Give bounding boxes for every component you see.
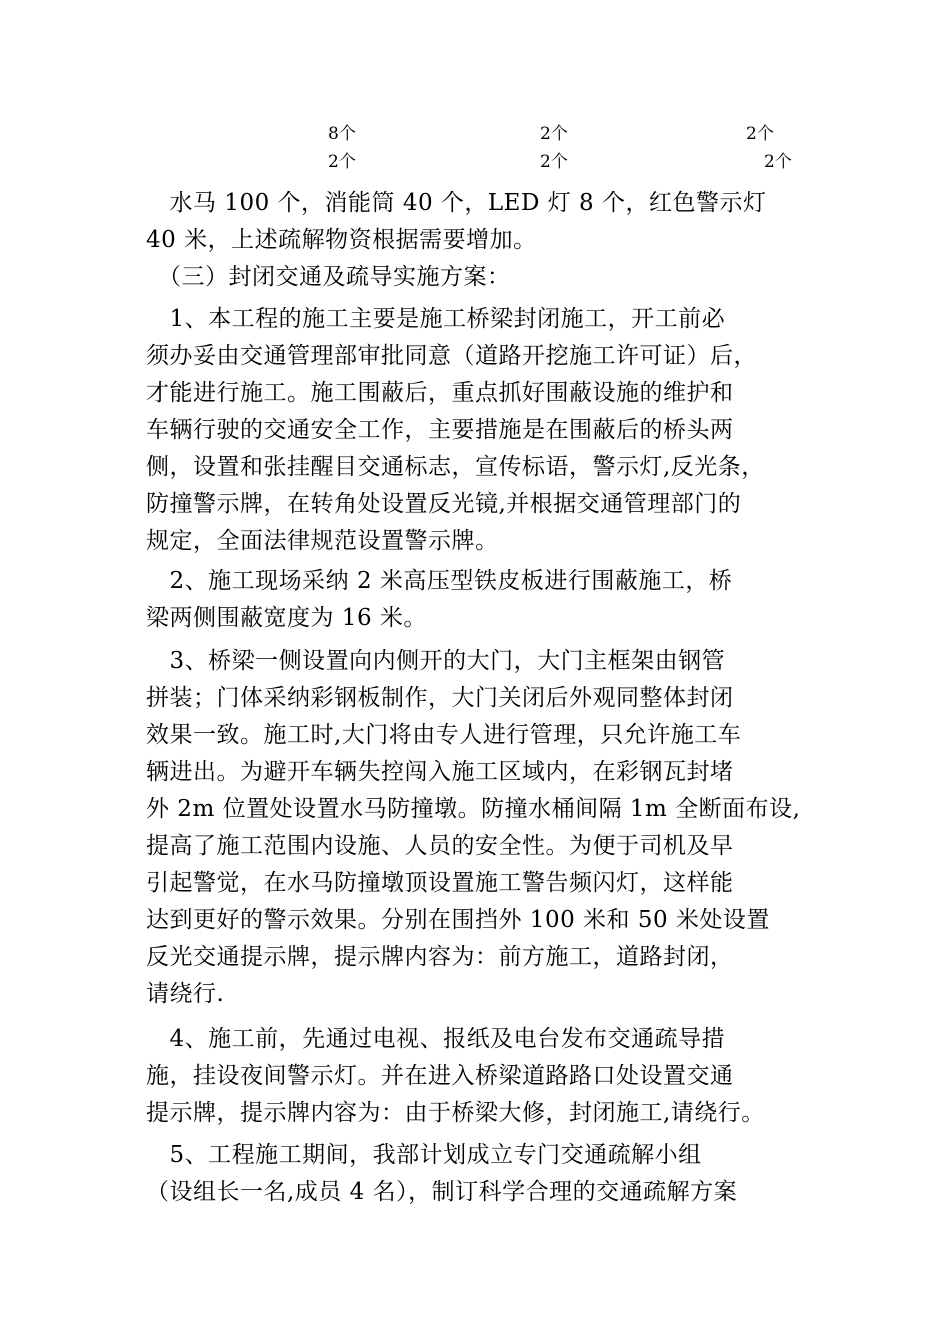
- text-line: 梁两侧围蔽宽度为 16 米。: [146, 605, 427, 631]
- text-line: 提示牌，提示牌内容为：由于桥梁大修，封闭施工,请绕行。: [146, 1100, 765, 1126]
- text-line: 效果一致。施工时,大门将由专人进行管理，只允许施工车: [146, 722, 742, 748]
- table-cell: 2个: [540, 152, 568, 172]
- table-cell: 2个: [328, 152, 356, 172]
- text-line: 3、桥梁一侧设置向内侧开的大门，大门主框架由钢管: [146, 648, 726, 674]
- text-line: （设组长一名,成员 4 名），制订科学合理的交通疏解方案: [146, 1179, 738, 1205]
- text-line: 外 2m 位置处设置水马防撞墩。防撞水桶间隔 1m 全断面布设,: [146, 796, 801, 822]
- section-heading: （三）封闭交通及疏导实施方案：: [146, 264, 511, 290]
- text-line: 侧，设置和张挂醒目交通标志，宣传标语，警示灯,反光条，: [146, 454, 765, 480]
- text-line: 水马 100 个，消能筒 40 个，LED 灯 8 个，红色警示灯: [146, 190, 767, 216]
- text-line: 达到更好的警示效果。分别在围挡外 100 米和 50 米处设置: [146, 907, 770, 933]
- text-line: 规定，全面法律规范设置警示牌。: [146, 528, 499, 554]
- table-cell: 2个: [746, 124, 774, 144]
- text-line: 拼装；门体采纳彩钢板制作，大门关闭后外观同整体封闭: [146, 685, 734, 711]
- text-line: 引起警觉，在水马防撞墩顶设置施工警告频闪灯，这样能: [146, 870, 734, 896]
- text-line: 5、工程施工期间，我部计划成立专门交通疏解小组: [146, 1142, 702, 1168]
- text-line: 反光交通提示牌，提示牌内容为：前方施工，道路封闭，: [146, 944, 734, 970]
- text-line: 施，挂设夜间警示灯。并在进入桥梁道路路口处设置交通: [146, 1063, 734, 1089]
- text-line: 1、本工程的施工主要是施工桥梁封闭施工，开工前必: [146, 306, 726, 332]
- text-line: 2、施工现场采纳 2 米高压型铁皮板进行围蔽施工，桥: [146, 568, 733, 594]
- table-cell: 8个: [328, 124, 356, 144]
- text-line: 40 米，上述疏解物资根据需要增加。: [146, 227, 537, 253]
- text-line: 防撞警示牌，在转角处设置反光镜,并根据交通管理部门的: [146, 491, 742, 517]
- table-cell: 2个: [540, 124, 568, 144]
- text-line: 请绕行.: [146, 981, 225, 1007]
- text-line: 车辆行驶的交通安全工作，主要措施是在围蔽后的桥头两: [146, 417, 734, 443]
- table-cell: 2个: [764, 152, 792, 172]
- text-line: 须办妥由交通管理部审批同意（道路开挖施工许可证）后，: [146, 343, 757, 369]
- text-line: 才能进行施工。施工围蔽后，重点抓好围蔽设施的维护和: [146, 380, 734, 406]
- text-line: 辆进出。为避开车辆失控闯入施工区域内，在彩钢瓦封堵: [146, 759, 734, 785]
- text-line: 提高了施工范围内设施、人员的安全性。为便于司机及早: [146, 833, 734, 859]
- text-line: 4、施工前，先通过电视、报纸及电台发布交通疏导措: [146, 1026, 726, 1052]
